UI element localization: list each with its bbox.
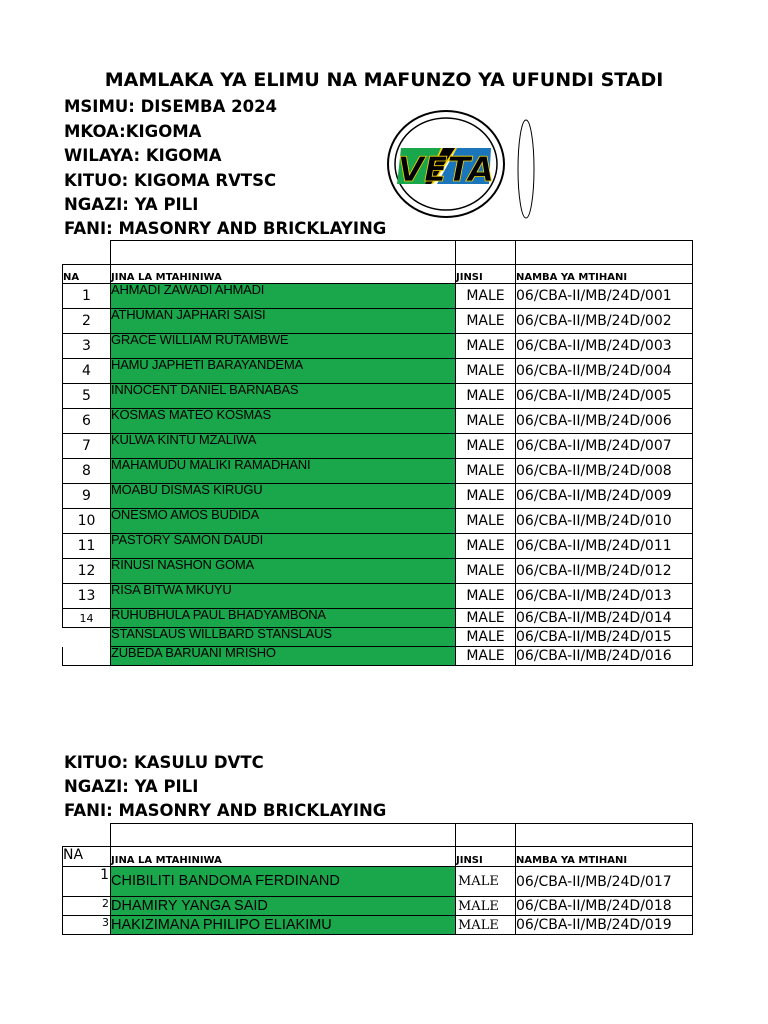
candidate-gender: MALE bbox=[456, 409, 516, 434]
document-title: MAMLAKA YA ELIMU NA MAFUNZO YA UFUNDI STADI bbox=[104, 69, 664, 91]
table-row bbox=[63, 509, 693, 534]
candidate-gender: MALE bbox=[456, 284, 516, 309]
row-number: 6 bbox=[63, 409, 111, 434]
row-number: 9 bbox=[63, 484, 111, 509]
candidate-name: ATHUMAN JAPHARI SAISI bbox=[111, 309, 456, 334]
exam-number: 06/CBA-II/MB/24D/013 bbox=[516, 584, 693, 609]
candidate-name: RINUSI NASHON GOMA bbox=[111, 559, 456, 584]
candidate-gender: MALE bbox=[456, 459, 516, 484]
candidate-name: INNOCENT DANIEL BARNABAS bbox=[111, 384, 456, 409]
candidate-name: PASTORY SAMON DAUDI bbox=[111, 534, 456, 559]
table-blank-row bbox=[63, 824, 693, 847]
district-label: WILAYA: KIGOMA bbox=[64, 146, 222, 165]
candidate-name: ONESMO AMOS BUDIDA bbox=[111, 509, 456, 534]
table-row bbox=[63, 334, 693, 359]
table-row bbox=[63, 309, 693, 334]
row-number: 5 bbox=[63, 384, 111, 409]
table-header-row bbox=[63, 847, 693, 867]
candidate-gender: MALE bbox=[456, 559, 516, 584]
table-row bbox=[63, 284, 693, 309]
season-label: MSIMU: DISEMBA 2024 bbox=[64, 97, 278, 116]
table-row bbox=[63, 534, 693, 559]
table-cell bbox=[111, 241, 456, 265]
table-row bbox=[63, 609, 693, 628]
table-cell bbox=[456, 824, 516, 847]
row-number: 1 bbox=[63, 867, 111, 897]
candidate-name: KULWA KINTU MZALIWA bbox=[111, 434, 456, 459]
candidates-table-1 bbox=[62, 240, 693, 666]
header-namba: NAMBA YA MTIHANI bbox=[516, 847, 693, 867]
exam-number: 06/CBA-II/MB/24D/001 bbox=[516, 284, 693, 309]
candidate-name: RUHUBHULA PAUL BHADYAMBONA bbox=[111, 609, 456, 628]
exam-number: 06/CBA-II/MB/24D/011 bbox=[516, 534, 693, 559]
table-row bbox=[63, 916, 693, 935]
row-number: 14 bbox=[63, 609, 111, 628]
candidate-gender: MALE bbox=[456, 897, 516, 916]
level-label-2: NGAZI: YA PILI bbox=[64, 777, 199, 796]
exam-number: 06/CBA-II/MB/24D/009 bbox=[516, 484, 693, 509]
candidate-name: DHAMIRY YANGA SAID bbox=[111, 897, 456, 916]
exam-number: 06/CBA-II/MB/24D/019 bbox=[516, 916, 693, 935]
table-row bbox=[63, 559, 693, 584]
table-blank-row bbox=[63, 241, 693, 265]
table-cell bbox=[63, 241, 111, 265]
veta-logo-text: VETA bbox=[397, 150, 495, 190]
region-label: MKOA:KIGOMA bbox=[64, 122, 202, 141]
table-row bbox=[63, 897, 693, 916]
row-number bbox=[63, 647, 111, 666]
table-cell bbox=[63, 824, 111, 847]
candidate-name: STANSLAUS WILLBARD STANSLAUS bbox=[111, 628, 456, 647]
exam-number: 06/CBA-II/MB/24D/015 bbox=[516, 628, 693, 647]
row-number: 11 bbox=[63, 534, 111, 559]
row-number: 13 bbox=[63, 584, 111, 609]
exam-number: 06/CBA-II/MB/24D/018 bbox=[516, 897, 693, 916]
exam-number: 06/CBA-II/MB/24D/010 bbox=[516, 509, 693, 534]
candidate-gender: MALE bbox=[456, 609, 516, 628]
header-name: JINA LA MTAHINIWA bbox=[111, 847, 456, 867]
table-cell bbox=[111, 824, 456, 847]
exam-number: 06/CBA-II/MB/24D/002 bbox=[516, 309, 693, 334]
table-header-row bbox=[63, 265, 693, 284]
candidate-gender: MALE bbox=[456, 309, 516, 334]
candidate-name: AHMADI ZAWADI AHMADI bbox=[111, 284, 456, 309]
candidate-gender: MALE bbox=[456, 534, 516, 559]
oval-shape bbox=[515, 118, 537, 220]
trade-label-2: FANI: MASONRY AND BRICKLAYING bbox=[64, 801, 387, 820]
exam-number: 06/CBA-II/MB/24D/003 bbox=[516, 334, 693, 359]
trade-label-1: FANI: MASONRY AND BRICKLAYING bbox=[64, 219, 387, 238]
candidates-table-2 bbox=[62, 823, 693, 935]
exam-number: 06/CBA-II/MB/24D/007 bbox=[516, 434, 693, 459]
row-number: 3 bbox=[63, 334, 111, 359]
candidate-gender: MALE bbox=[456, 584, 516, 609]
row-number: 1 bbox=[63, 284, 111, 309]
table-cell bbox=[456, 241, 516, 265]
table-row bbox=[63, 384, 693, 409]
candidate-gender: MALE bbox=[456, 484, 516, 509]
table-row bbox=[63, 409, 693, 434]
candidate-name: ZUBEDA BARUANI MRISHO bbox=[111, 647, 456, 666]
candidate-gender: MALE bbox=[456, 628, 516, 647]
candidate-gender: MALE bbox=[456, 867, 516, 897]
table-row bbox=[63, 628, 693, 647]
table-row bbox=[63, 647, 693, 666]
row-number: 8 bbox=[63, 459, 111, 484]
row-number: 7 bbox=[63, 434, 111, 459]
candidate-name: HAMU JAPHETI BARAYANDEMA bbox=[111, 359, 456, 384]
candidate-gender: MALE bbox=[456, 384, 516, 409]
candidate-gender: MALE bbox=[456, 647, 516, 666]
row-number: 3 bbox=[63, 916, 111, 935]
row-number: 4 bbox=[63, 359, 111, 384]
center-label-1: KITUO: KIGOMA RVTSC bbox=[64, 171, 277, 190]
table-row bbox=[63, 867, 693, 897]
exam-number: 06/CBA-II/MB/24D/017 bbox=[516, 867, 693, 897]
table-cell bbox=[516, 824, 693, 847]
row-number bbox=[63, 628, 111, 647]
candidate-name: CHIBILITI BANDOMA FERDINAND bbox=[111, 867, 456, 897]
header-name: JINA LA MTAHINIWA bbox=[111, 265, 456, 284]
table-row bbox=[63, 359, 693, 384]
candidate-name: HAKIZIMANA PHILIPO ELIAKIMU bbox=[111, 916, 456, 935]
header-na: NA bbox=[63, 847, 111, 867]
candidate-name: RISA BITWA MKUYU bbox=[111, 584, 456, 609]
header-namba: NAMBA YA MTIHANI bbox=[516, 265, 693, 284]
candidate-gender: MALE bbox=[456, 434, 516, 459]
level-label-1: NGAZI: YA PILI bbox=[64, 195, 199, 214]
candidate-name: MAHAMUDU MALIKI RAMADHANI bbox=[111, 459, 456, 484]
exam-number: 06/CBA-II/MB/24D/008 bbox=[516, 459, 693, 484]
veta-logo bbox=[385, 108, 507, 220]
exam-number: 06/CBA-II/MB/24D/012 bbox=[516, 559, 693, 584]
table-row bbox=[63, 484, 693, 509]
row-number: 2 bbox=[63, 897, 111, 916]
candidate-gender: MALE bbox=[456, 359, 516, 384]
candidate-name: GRACE WILLIAM RUTAMBWE bbox=[111, 334, 456, 359]
center-label-2: KITUO: KASULU DVTC bbox=[64, 753, 264, 772]
table-row bbox=[63, 434, 693, 459]
exam-number: 06/CBA-II/MB/24D/014 bbox=[516, 609, 693, 628]
header-jinsi: JINSI bbox=[456, 265, 516, 284]
row-number: 10 bbox=[63, 509, 111, 534]
row-number: 2 bbox=[63, 309, 111, 334]
exam-number: 06/CBA-II/MB/24D/016 bbox=[516, 647, 693, 666]
header-jinsi: JINSI bbox=[456, 847, 516, 867]
exam-number: 06/CBA-II/MB/24D/005 bbox=[516, 384, 693, 409]
table-cell bbox=[516, 241, 693, 265]
table-row bbox=[63, 584, 693, 609]
table-row bbox=[63, 459, 693, 484]
header-na: NA bbox=[63, 265, 111, 284]
candidate-gender: MALE bbox=[456, 334, 516, 359]
exam-number: 06/CBA-II/MB/24D/004 bbox=[516, 359, 693, 384]
candidate-name: KOSMAS MATEO KOSMAS bbox=[111, 409, 456, 434]
candidate-name: MOABU DISMAS KIRUGU bbox=[111, 484, 456, 509]
candidate-gender: MALE bbox=[456, 916, 516, 935]
row-number: 12 bbox=[63, 559, 111, 584]
candidate-gender: MALE bbox=[456, 509, 516, 534]
exam-number: 06/CBA-II/MB/24D/006 bbox=[516, 409, 693, 434]
